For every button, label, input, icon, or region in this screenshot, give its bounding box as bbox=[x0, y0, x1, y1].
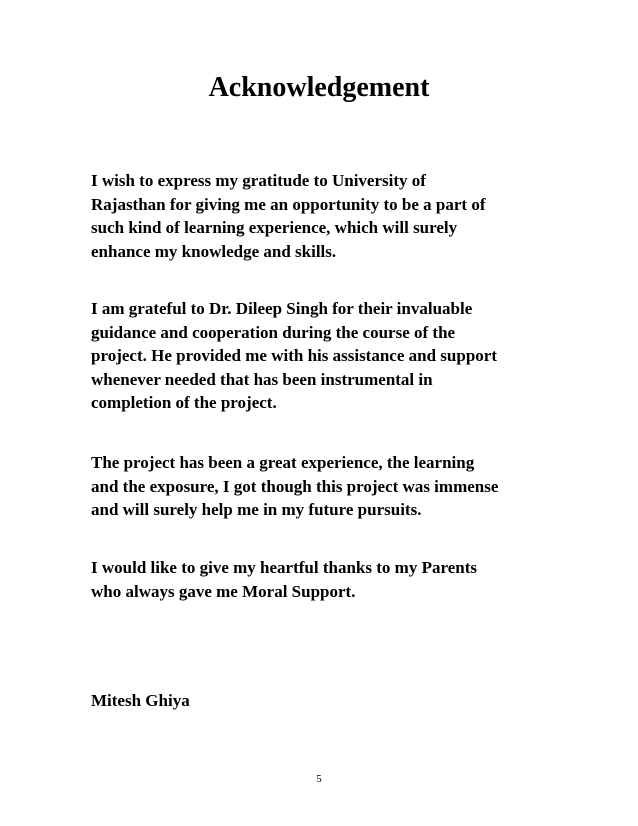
paragraph-thanks-parents: I would like to give my heartful thanks to my Parents who always gave me Moral Support. bbox=[91, 558, 477, 601]
page-title: Acknowledgement bbox=[208, 72, 430, 103]
page-number: 5 bbox=[316, 773, 322, 785]
signature-name: Mitesh Ghiya bbox=[91, 691, 190, 710]
paragraph-project-experience: The project has been a great experience, the learning and the exposure, I got though this project was immense and will surely help me in my future pursuits. bbox=[91, 453, 499, 519]
paragraph-gratitude-university: I wish to express my gratitude to University of Rajasthan for giving me an opportunity to be a part of such kind of learning experience, which will surely enhance my knowledge and skills. bbox=[91, 171, 486, 261]
paragraph-grateful-guide: I am grateful to Dr. Dileep Singh for their invaluable guidance and cooperation during the course of the project. He provided me with his assistance and support whenever needed that has been instrumental in completion of the project. bbox=[91, 299, 497, 412]
